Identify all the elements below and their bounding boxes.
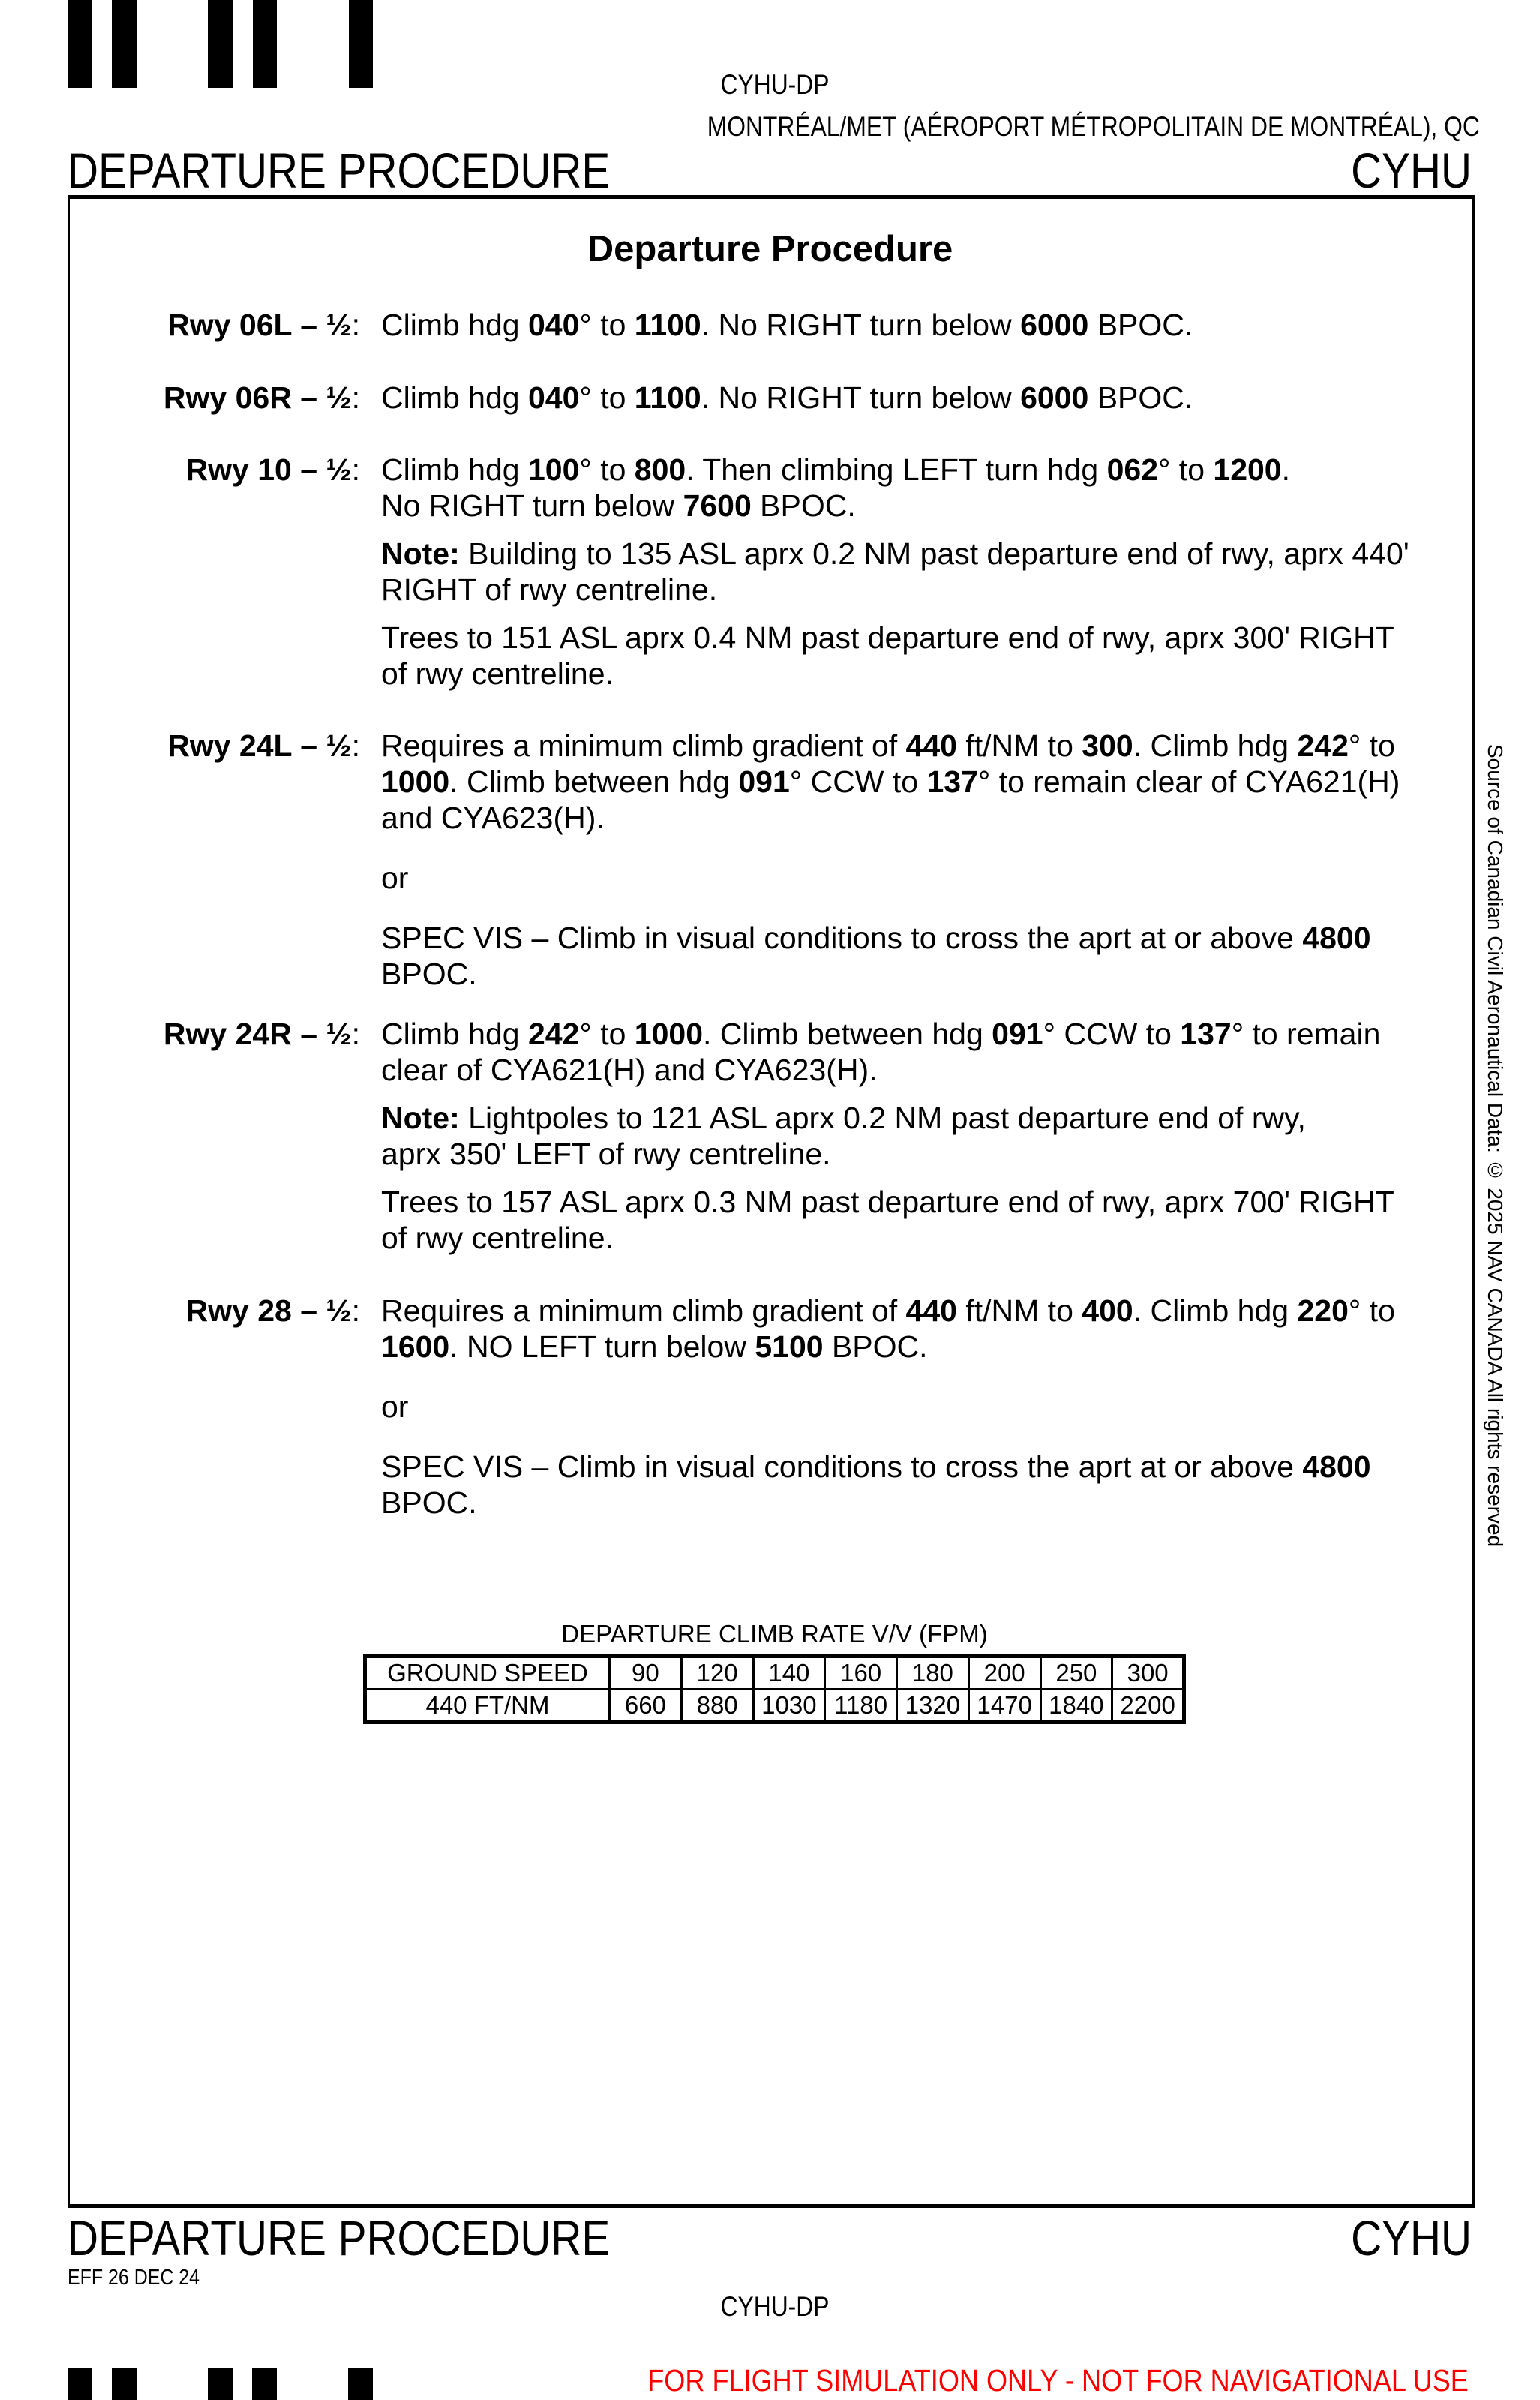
header-section-title: DEPARTURE PROCEDURE: [68, 143, 611, 198]
footer-section-title: DEPARTURE PROCEDURE: [68, 2210, 611, 2266]
instruction-paragraph: Trees to 151 ASL aprx 0.4 NM past departure end of rwy, aprx 300' RIGHT of rwy centreline.: [381, 620, 1394, 691]
ground-speed-cell: 180: [897, 1657, 969, 1690]
runway-label: Rwy 10 – ½:: [185, 452, 360, 487]
registration-bar: [252, 2368, 277, 2400]
climb-rate-cell: 1470: [968, 1690, 1040, 1723]
climb-rate-cell: 2200: [1112, 1690, 1184, 1723]
instruction-paragraph: Requires a minimum climb gradient of 440 ft/NM to 400. Climb hdg 220° to 1600. NO LEFT turn below 5100 BPOC.: [381, 1293, 1395, 1364]
runway-instructions: [381, 1293, 1431, 1521]
table-header-row: [365, 1657, 1184, 1690]
ground-speed-cell: 250: [1040, 1657, 1112, 1690]
runway-label: Rwy 28 – ½:: [185, 1293, 360, 1328]
header-airport-id: CYHU: [1351, 143, 1472, 198]
footer-chart-code: CYHU-DP: [720, 2291, 830, 2322]
runway-instructions: [381, 380, 1431, 416]
runway-instructions: [381, 307, 1431, 343]
effective-date: EFF 26 DEC 24: [68, 2266, 200, 2290]
climb-rate-table: [363, 1654, 1186, 1724]
simulation-disclaimer: FOR FLIGHT SIMULATION ONLY - NOT FOR NAVIGATIONAL USE: [647, 2363, 1469, 2398]
ground-speed-cell: 200: [968, 1657, 1040, 1690]
climb-rate-cell: 1030: [753, 1690, 825, 1723]
footer-airport-id: CYHU: [1351, 2210, 1472, 2266]
climb-rate-cell: 660: [610, 1690, 682, 1723]
climb-rate-cell: 1180: [825, 1690, 897, 1723]
row-header-cell: 440 FT/NM: [365, 1690, 610, 1723]
registration-bar: [68, 2368, 92, 2400]
instruction-paragraph: Climb hdg 040° to 1100. No RIGHT turn below 6000 BPOC.: [381, 308, 1193, 342]
instruction-paragraph: Note: Lightpoles to 121 ASL aprx 0.2 NM past departure end of rwy, aprx 350' LEFT of rwy centreline.: [381, 1101, 1306, 1171]
document-title: Departure Procedure: [587, 229, 953, 269]
copyright-note: Source of Canadian Civil Aeronautical Data: © 2025 NAV CANADA All rights reserved: [1484, 744, 1507, 1548]
table-row: [365, 1690, 1184, 1723]
instruction-paragraph: Note: Building to 135 ASL aprx 0.2 NM past departure end of rwy, aprx 440' RIGHT of rwy centreline.: [381, 536, 1409, 607]
registration-bar: [112, 2368, 137, 2400]
runway-label: Rwy 06R – ½:: [163, 380, 360, 415]
instruction-paragraph: Climb hdg 040° to 1100. No RIGHT turn below 6000 BPOC.: [381, 380, 1193, 415]
runway-label: Rwy 24R – ½:: [163, 1017, 360, 1051]
instruction-paragraph: Climb hdg 242° to 1000. Climb between hdg 091° CCW to 137° to remain clear of CYA621(H) and CYA623(H).: [381, 1017, 1381, 1087]
row-header-cell: GROUND SPEED: [365, 1657, 610, 1690]
alternative-or: or: [381, 1389, 409, 1424]
alternative-or: or: [381, 861, 409, 895]
instruction-paragraph: SPEC VIS – Climb in visual conditions to cross the aprt at or above 4800 BPOC.: [381, 921, 1371, 991]
runway-instructions: [381, 728, 1431, 992]
ground-speed-cell: 140: [753, 1657, 825, 1690]
registration-bar: [208, 2368, 233, 2400]
climb-rate-cell: 880: [681, 1690, 753, 1723]
instruction-paragraph: Climb hdg 100° to 800. Then climbing LEFT turn hdg 062° to 1200. No RIGHT turn below 7600 BPOC.: [381, 452, 1291, 523]
instruction-paragraph: Trees to 157 ASL aprx 0.3 NM past departure end of rwy, aprx 700' RIGHT of rwy centreline.: [381, 1185, 1394, 1255]
ground-speed-cell: 120: [681, 1657, 753, 1690]
runway-instructions: [381, 452, 1431, 692]
instruction-paragraph: SPEC VIS – Climb in visual conditions to cross the aprt at or above 4800 BPOC.: [381, 1449, 1371, 1520]
climb-rate-cell: 1840: [1040, 1690, 1112, 1723]
registration-bar: [68, 0, 92, 88]
instruction-paragraph: Requires a minimum climb gradient of 440 ft/NM to 300. Climb hdg 242° to 1000. Climb between hdg 091° CCW to 137° to remain clear of CYA621(H) and CYA623(H).: [381, 728, 1400, 835]
ground-speed-cell: 300: [1112, 1657, 1184, 1690]
ground-speed-cell: 160: [825, 1657, 897, 1690]
climb-table-caption: DEPARTURE CLIMB RATE V/V (FPM): [561, 1620, 988, 1648]
header-chart-code: CYHU-DP: [720, 69, 830, 100]
registration-bar: [348, 2368, 373, 2400]
runway-label: Rwy 24L – ½:: [167, 728, 360, 763]
runway-label: Rwy 06L – ½:: [167, 308, 360, 342]
ground-speed-cell: 90: [610, 1657, 682, 1690]
header-airport-name: MONTRÉAL/MET (AÉROPORT MÉTROPOLITAIN DE MONTRÉAL), QC: [707, 111, 1480, 142]
climb-rate-cell: 1320: [897, 1690, 969, 1723]
runway-instructions: [381, 1016, 1431, 1256]
